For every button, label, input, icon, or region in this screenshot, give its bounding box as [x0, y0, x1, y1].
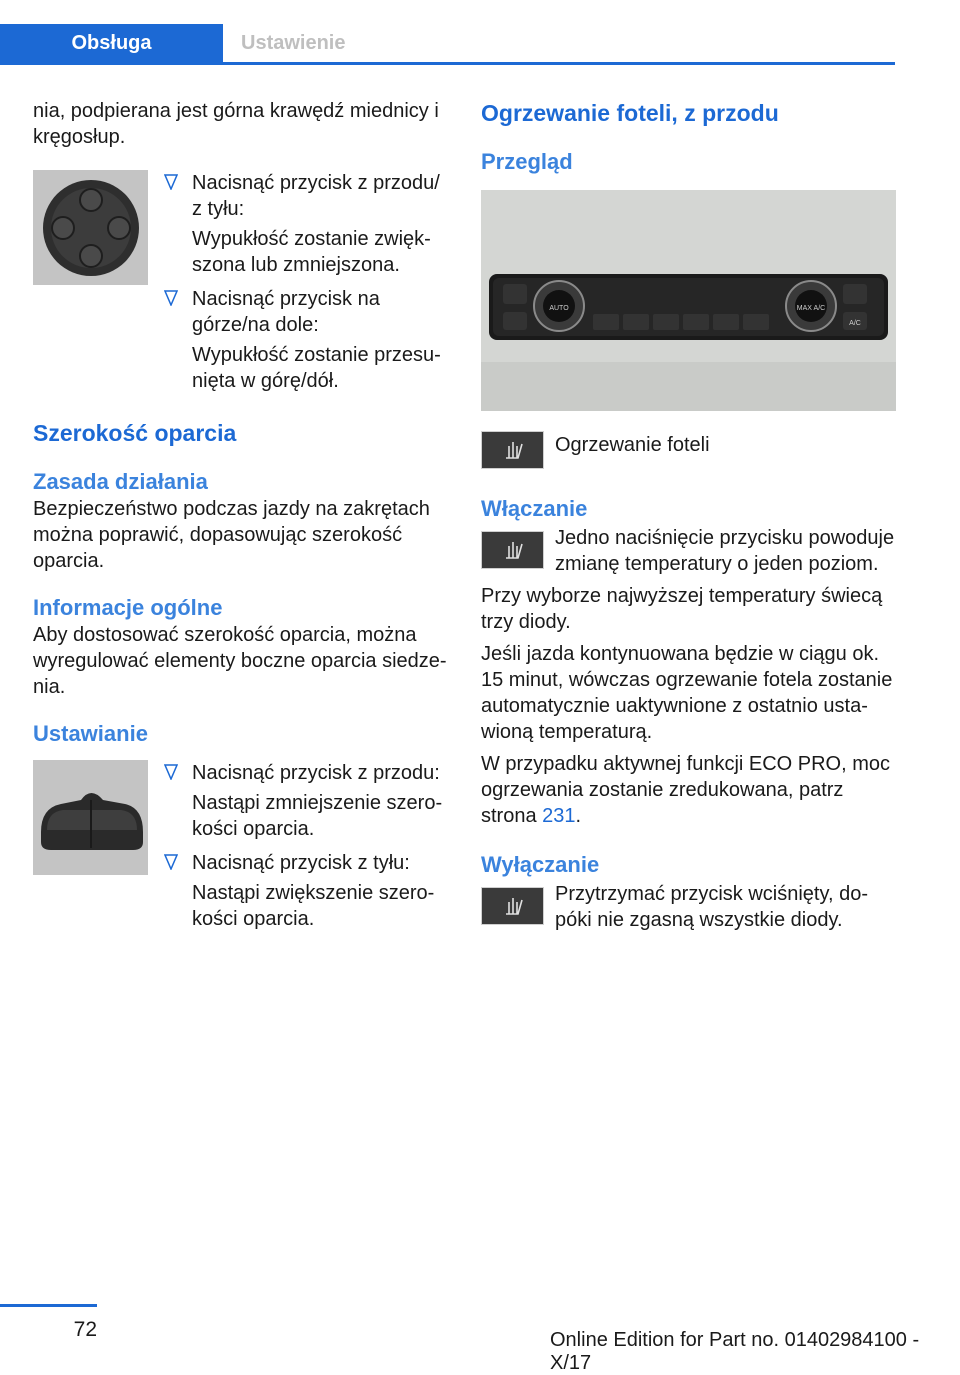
subheading-overview: Przegląd [481, 149, 573, 174]
general-text: Aby dostosować szerokość oparcia, można wyregulować elementy boczne oparcia siedze- nia. [33, 624, 447, 698]
switch-on-icon-row [481, 525, 896, 577]
width-adjust-row [33, 760, 451, 940]
triangle-bullet-icon [164, 174, 178, 190]
width-steps [160, 760, 451, 932]
list-item [160, 850, 451, 932]
switch-on-paragraph-2: Jeśli jazda kontynuowana będzie w ciągu ok. 15 minut, wówczas ogrzewanie fotela zostanie automatycznie uaktywnione z ostatnio usta- wioną temperaturą. [481, 643, 893, 743]
lumbar-switch-image [33, 170, 148, 285]
triangle-bullet-icon [164, 854, 178, 870]
step-action: Nacisnąć przycisk z przodu: [192, 762, 440, 784]
step-action: Nacisnąć przycisk na górze/na dole: [192, 288, 380, 336]
ac-label: A/C [849, 320, 861, 327]
list-item [160, 170, 451, 278]
tab-ustawienie[interactable]: Ustawienie [241, 32, 346, 54]
subheading-switch-on: Włączanie [481, 496, 588, 521]
step-action: Nacisnąć przycisk z tyłu: [192, 852, 410, 874]
right-column [481, 98, 896, 933]
step-result: Wypukłość zostanie przesu- nięta w górę/dół. [192, 344, 441, 392]
switch-off-text: Przytrzymać przycisk wciśnięty, do- póki nie zgasną wszystkie diody. [555, 883, 869, 931]
seat-heating-caption: Ogrzewanie foteli [555, 434, 710, 456]
eco-pro-end: . [575, 805, 582, 827]
footer-rule [0, 1304, 97, 1307]
header-tabbar [0, 24, 895, 65]
page-link-231[interactable]: 231 [542, 805, 576, 827]
switch-on-paragraph-1: Przy wyborze najwyższej temperatury świecą trzy diody. [481, 585, 883, 633]
left-column [33, 98, 451, 940]
subheading-principle: Zasada działania [33, 469, 208, 494]
step-action: Nacisnąć przycisk z przodu/ z tyłu: [192, 172, 440, 220]
step-result: Nastąpi zmniejszenie szero- kości oparcia. [192, 792, 443, 840]
list-item [160, 286, 451, 394]
auto-label: AUTO [549, 305, 569, 312]
section-title-backrest-width: Szerokość oparcia [33, 420, 237, 446]
subheading-general: Informacje ogólne [33, 595, 223, 620]
intro-text: nia, podpierana jest górna krawędź miednicy i kręgosłup. [33, 100, 439, 148]
list-item [160, 760, 451, 842]
section-title-seat-heating: Ogrzewanie foteli, z przodu [481, 100, 779, 126]
step-result: Nastąpi zwiększenie szero- kości oparcia. [192, 882, 435, 930]
tab-obsluga[interactable]: Obsługa [0, 24, 223, 62]
seat-heating-button-icon [481, 531, 544, 569]
triangle-bullet-icon [164, 290, 178, 306]
switch-on-text: Jedno naciśnięcie przycisku powoduje zmianę temperatury o jeden poziom. [555, 527, 895, 575]
seat-heating-icon-row [481, 429, 896, 471]
switch-off-icon-row [481, 881, 896, 933]
lumbar-adjust-row [33, 170, 451, 414]
seat-heating-button-icon [481, 887, 544, 925]
principle-text: Bezpieczeństwo podczas jazdy na zakrętach można poprawić, dopasowując szerokość oparcia. [33, 498, 430, 572]
eco-pro-text: W przypadku aktywnej funkcji ECO PRO, moc ogrzewania zostanie zredukowana, patrz strona [481, 753, 891, 827]
climate-panel-image [481, 190, 896, 411]
subheading-switch-off: Wyłączanie [481, 852, 600, 877]
subheading-adjust: Ustawianie [33, 721, 148, 746]
backrest-width-switch-image [33, 760, 148, 875]
page-number: 72 [73, 1318, 97, 1341]
switch-on-paragraph-3 [481, 751, 896, 829]
lumbar-steps [160, 170, 451, 394]
step-result: Wypukłość zostanie zwięk- szona lub zmniejszona. [192, 228, 431, 276]
edition-text: Online Edition for Part no. 01402984100 - X/17 [550, 1329, 920, 1374]
seat-heating-button-icon [481, 431, 544, 469]
triangle-bullet-icon [164, 764, 178, 780]
max-ac-label: MAX A/C [796, 305, 826, 312]
